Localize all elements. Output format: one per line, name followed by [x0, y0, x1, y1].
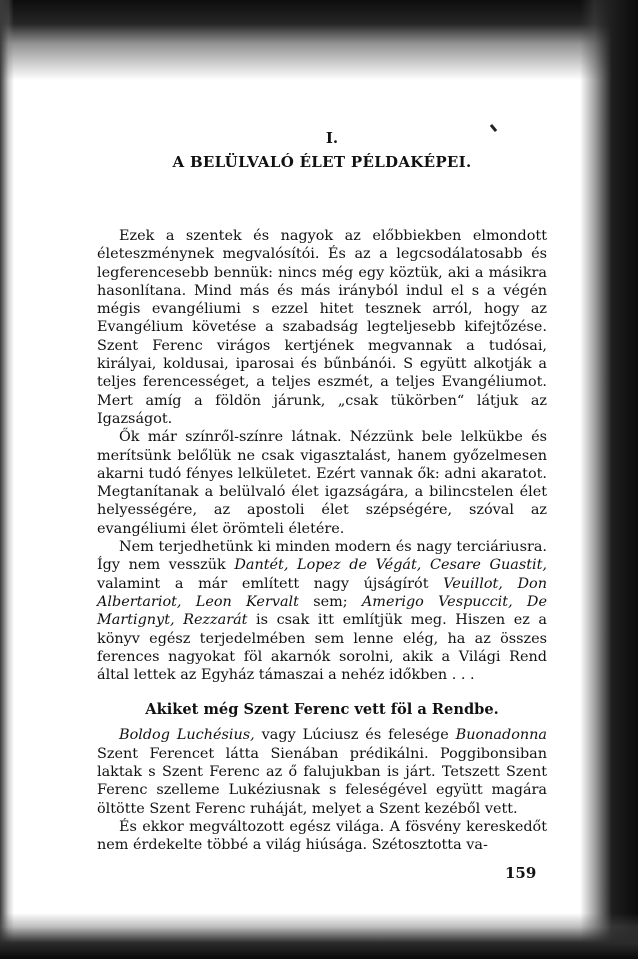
- text-column: [97, 128, 547, 855]
- paragraph-4-name-1: Boldog Luchésius,: [119, 727, 255, 744]
- section-heading: Akiket még Szent Ferenc vett föl a Rendbe.: [145, 701, 499, 719]
- paragraph-3-intro: Nem terjedhetünk ki minden modern és nagy terciáriusra. Így nem vesszük: [97, 539, 547, 574]
- paragraph-3-names-1: Dantét, Lopez de Végát, Cesare Guastit,: [234, 557, 547, 574]
- chapter-number: I.: [325, 129, 339, 147]
- page-number: 159: [505, 864, 537, 882]
- chapter-title: A BELÜLVALÓ ÉLET PÉLDAKÉPEI.: [172, 153, 472, 171]
- paragraph-3-names-3: Amerigo Vespuccit, De Martignyt, Rezzarát: [97, 593, 547, 629]
- scan-edge-left: [0, 0, 14, 959]
- paragraph-4-name-2: Buonadonna: [455, 727, 548, 744]
- scan-edge-right: [580, 0, 638, 959]
- paragraph-4-mid-1: vagy Lúciusz és felesége: [254, 727, 456, 744]
- scan-edge-top: [0, 0, 638, 80]
- paragraph-3-mid-1: valamint a már említett nagy újságírót: [97, 575, 444, 592]
- paragraph-3-outro: is csak itt említjük meg. Hiszen ez a könyv egész terjedelmében sem lenne elég, ha az összes ferences nagyokat föl akarnók sorolni, akik a Világi Rend által lettek az Egyház támaszai a nehéz időkben . . .: [97, 612, 547, 684]
- paragraph-3: [97, 538, 547, 684]
- paragraph-3-mid-2: sem;: [298, 593, 362, 610]
- body-text: [97, 227, 547, 855]
- paragraph-1: Ezek a szentek és nagyok az előbbiekben elmondott életeszménynek megvalósítói. És az a legcsodálatosabb és legferencesebb bennük: nincs még egy köztük, aki a másikra hasonlítana. Mind más és más irányból indul el s a végén mégis evangéliumi s ezzel hitet tesznek arról, hogy az Evangélium követése a szabadság legteljesebb kifejtőzése. Szent Ferenc virágos kertjének megvannak a tudósai, királyai, koldusai, iparosai és bűnbánói. S együtt alkotják a teljes ferencességet, a teljes eszmét, a teljes Evangéliumot. Mert amíg a földön járunk, „csak tükörben“ látjuk az Igazságot.: [97, 228, 547, 427]
- scan-edge-bottom: [0, 913, 638, 959]
- paragraph-4-outro: Szent Ferencet látta Sienában prédikálni. Poggibonsiban laktak s Szent Ferenc az ő falujukban is járt. Tetszett Szent Ferenc szelleme Lukéziusnak s feleségével együtt magára öltötte Szent Ferenc ruháját, melyet a Szent kezéből vett.: [97, 745, 547, 817]
- paragraph-3-names-2: Veuillot, Don Albertariot, Leon Kervalt: [97, 575, 547, 610]
- paragraph-5: És ekkor megváltozott egész világa. A fösvény kereskedőt nem érdekelte többé a világ hiúsága. Szétosztotta va-: [97, 818, 547, 854]
- paragraph-4: [97, 726, 547, 817]
- paragraph-2: Ők már színről-színre látnak. Nézzünk bele lelkükbe és merítsünk belőlük ne csak vigasztalást, hanem győzelmesen akarni tudó fényes lelkületet. Ezért vannak ők: adni akaratot. Megtanítanak a belülvaló élet igazságára, a bilincstelen élet helyességére, az apostoli élet szépségére, szóval az evangéliumi élet örömteli életére.: [97, 429, 547, 537]
